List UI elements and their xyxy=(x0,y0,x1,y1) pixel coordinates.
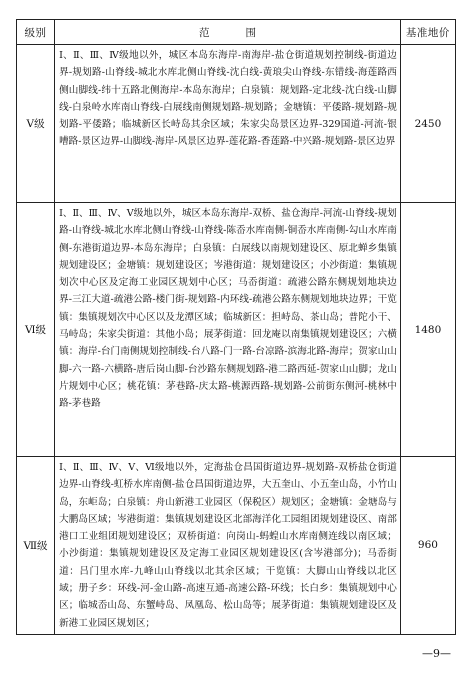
header-level: 级别 xyxy=(17,20,55,45)
price-cell: 1480 xyxy=(400,203,455,457)
table-row-level-5 xyxy=(17,45,456,203)
table-row-level-6 xyxy=(17,203,456,457)
level-cell: Ⅴ级 xyxy=(17,45,55,203)
price-cell: 960 xyxy=(400,457,455,635)
table-header-row xyxy=(17,20,456,45)
page-number: —9— xyxy=(422,647,451,660)
range-cell xyxy=(55,203,401,457)
level-cell: Ⅶ级 xyxy=(17,457,55,635)
header-range: 范围 xyxy=(55,20,401,45)
level-cell: Ⅵ级 xyxy=(17,203,55,457)
range-cell xyxy=(55,457,401,635)
header-price: 基准地价 xyxy=(400,20,455,45)
land-price-table xyxy=(16,19,456,635)
price-cell: 2450 xyxy=(400,45,455,203)
table-row-level-7 xyxy=(17,457,456,635)
range-text: Ⅰ、Ⅱ、Ⅲ、Ⅳ级地以外，城区本岛东海岸-南海岸-盐仓街道规划控制线-街道边界-规划路-山脊线-城北水库北侧山脊线-沈白线-黄琅尖山脊线-东错线-海莲路西侧山脚线-纬十五路北侧海岸-本岛东海岸；白泉镇：规划路-定北线-沈白线-山脚线-白泉岭水库南山脊线-白展线南侧规划路-规划路；金塘镇：平倭路-规划路-规划路-平倭路；临城新区长峙岛其余区域；朱家尖岛景区边界-329国道-河流-银嘈路-景区边界-山脚线-海岸-风景区边界-莲花路-香莲路-中兴路-规划路-景区边界 xyxy=(59,50,397,148)
range-text: Ⅰ、Ⅱ、Ⅲ、Ⅳ、Ⅴ、Ⅵ级地以外，定海盐仓昌国街道边界-规划路-双桥盐仓街道边界-山脊线-虹桥水库南侧-盐仓昌国街道边界，大五奎山、小五奎山岛，小竹山岛，东岠岛；白泉镇：舟山新港工业园区（保税区）规划区；金塘镇：金塘岛与大鹏岛区域；岑港街道：集镇规划建设区北部海洋化工园组团规划建设区、南部港口工业组团规划建设区；双桥街道：向岗山-蚂蝗山水库南侧连线以南区域；小沙街道：集镇规划建设区及定海工业园区规划建设区(含岑港部分)；马岙街道：吕门里水库-九峰山山脊线以北其余区域；干览镇：大脚山山脊线以北区域；册子乡：环线-河-金山路-高速互通-高速公路-环线；长白乡：集镇规划中心区；临城岙山岛、东蟹峙岛、凤凰岛、松山岛等；展茅街道：集镇规划建设区及新港工业园区规划区； xyxy=(59,462,397,629)
range-cell xyxy=(55,45,401,203)
range-text: Ⅰ、Ⅱ、Ⅲ、Ⅳ、Ⅴ级地以外，城区本岛东海岸-双桥、盐仓海岸-河流-山脊线-规划路-山脊线-城北水库北侧山脊线-山脊线-陈岙水库南侧-铜岙水库南侧-勾山水库南侧-东港街道边界-本岛东海岸；白泉镇：白展线以南规划建设区、原北蝉乡集镇规划建设区；金塘镇：规划建设区；岑港街道：规划建设区；小沙街道：集镇规划次中心区及定海工业园区规划中心区；马岙街道：疏港公路东侧规划地块边界-三江大道-疏港公路-楼门街-规划路-内环线-疏港公路东侧规划地块边界；干览镇：集镇规划次中心区以及龙潭区域；临城新区：担峙岛、茶山岛；普陀小干、马峙岛；朱家尖街道：其他小岛；展茅街道：回龙庵以南集镇规划建设区；六横镇：海岸-台门南侧规划控制线-台八路-门一路-台凉路-滨海北路-海岸；贺家山山脚-六一路-六横路-唐后岗山脚-台沙路东侧规划路-港二路西延-贺家山山脚；龙山片规划中心区；桃花镇：茅巷路-庆太路-桃源西路-规划路-公前街东侧河-桃林中路-茅巷路 xyxy=(59,208,397,410)
